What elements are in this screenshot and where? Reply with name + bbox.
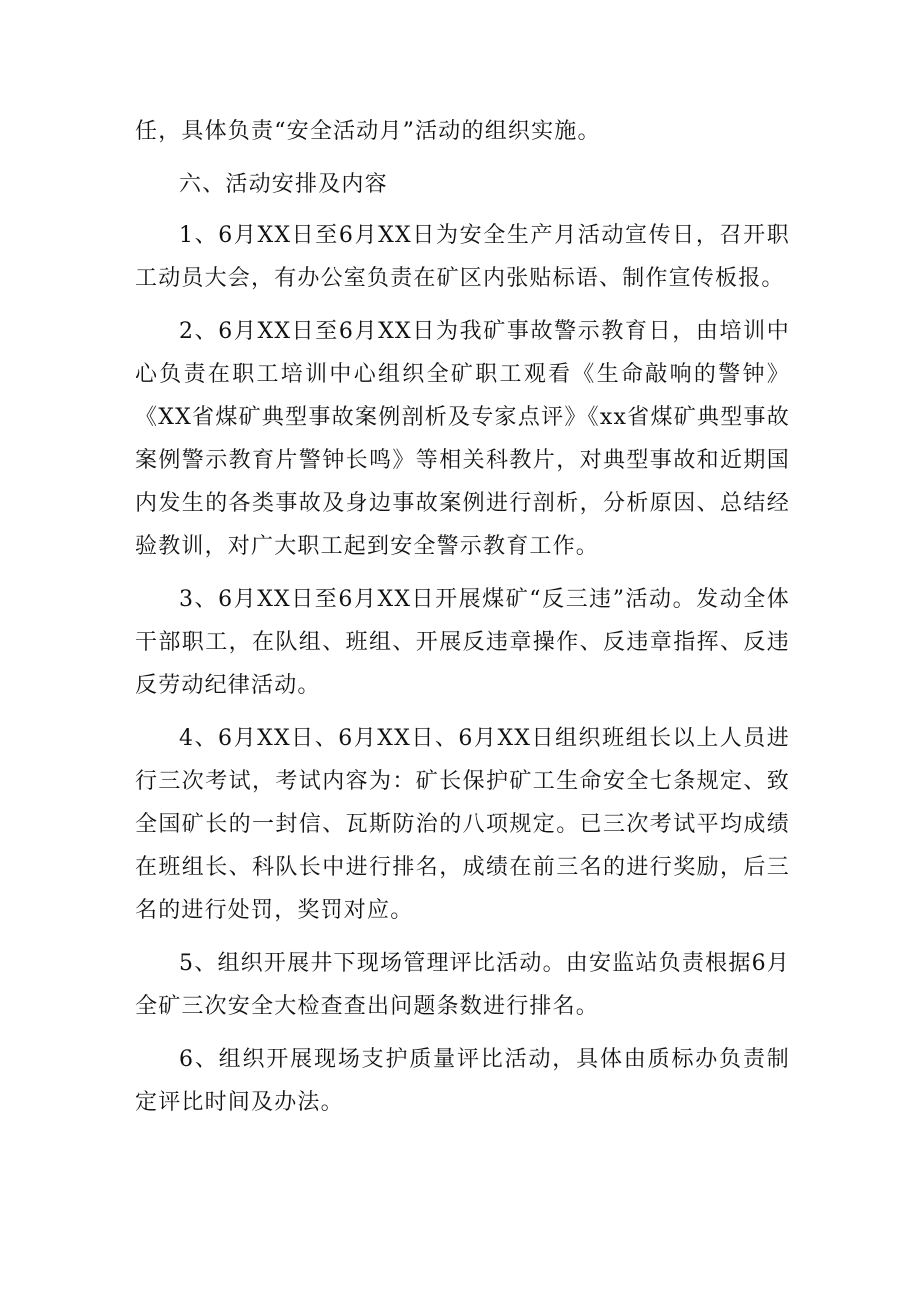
paragraph-item-5: 5、组织开展井下现场管理评比活动。由安监站负责根据6月全矿三次安全大检查查出问题条数进行排名。 bbox=[135, 951, 790, 1019]
paragraph-item-3: 3、6月XX日至6月XX日开展煤矿“反三违”活动。发动全体干部职工，在队组、班组、开展反违章操作、反违章指挥、反违反劳动纪律活动。 bbox=[135, 587, 790, 698]
document-body bbox=[135, 110, 790, 1134]
paragraph-item-2: 2、6月XX日至6月XX日为我矿事故警示教育日，由培训中心负责在职工培训中心组织全矿职工观看《生命敲响的警钟》《XX省煤矿典型事故案例剖析及专家点评》《xx省煤矿典型事故案例警示教育片警钟长鸣》等相关科教片，对典型事故和近期国内发生的各类事故及身边事故案例进行剖析，分析原因、总结经验教训，对广大职工起到安全警示教育工作。 bbox=[135, 319, 790, 559]
section-heading: 六、活动安排及内容 bbox=[179, 172, 388, 197]
paragraph-item-1: 1、6月XX日至6月XX日为安全生产月活动宣传日，召开职工动员大会，有办公室负责在矿区内张贴标语、制作宣传板报。 bbox=[135, 223, 790, 291]
paragraph-continuation: 任，具体负责“安全活动月”活动的组织实施。 bbox=[135, 119, 601, 144]
paragraph-item-4: 4、6月XX日、6月XX日、6月XX日组织班组长以上人员进行三次考试，考试内容为：矿长保护矿工生命安全七条规定、致全国矿长的一封信、瓦斯防治的八项规定。已三次考试平均成绩在班组长、科队长中进行排名，成绩在前三名的进行奖励，后三名的进行处罚，奖罚对应。 bbox=[135, 726, 790, 923]
paragraph-item-6: 6、组织开展现场支护质量评比活动，具体由质标办负责制定评比时间及办法。 bbox=[135, 1047, 790, 1115]
